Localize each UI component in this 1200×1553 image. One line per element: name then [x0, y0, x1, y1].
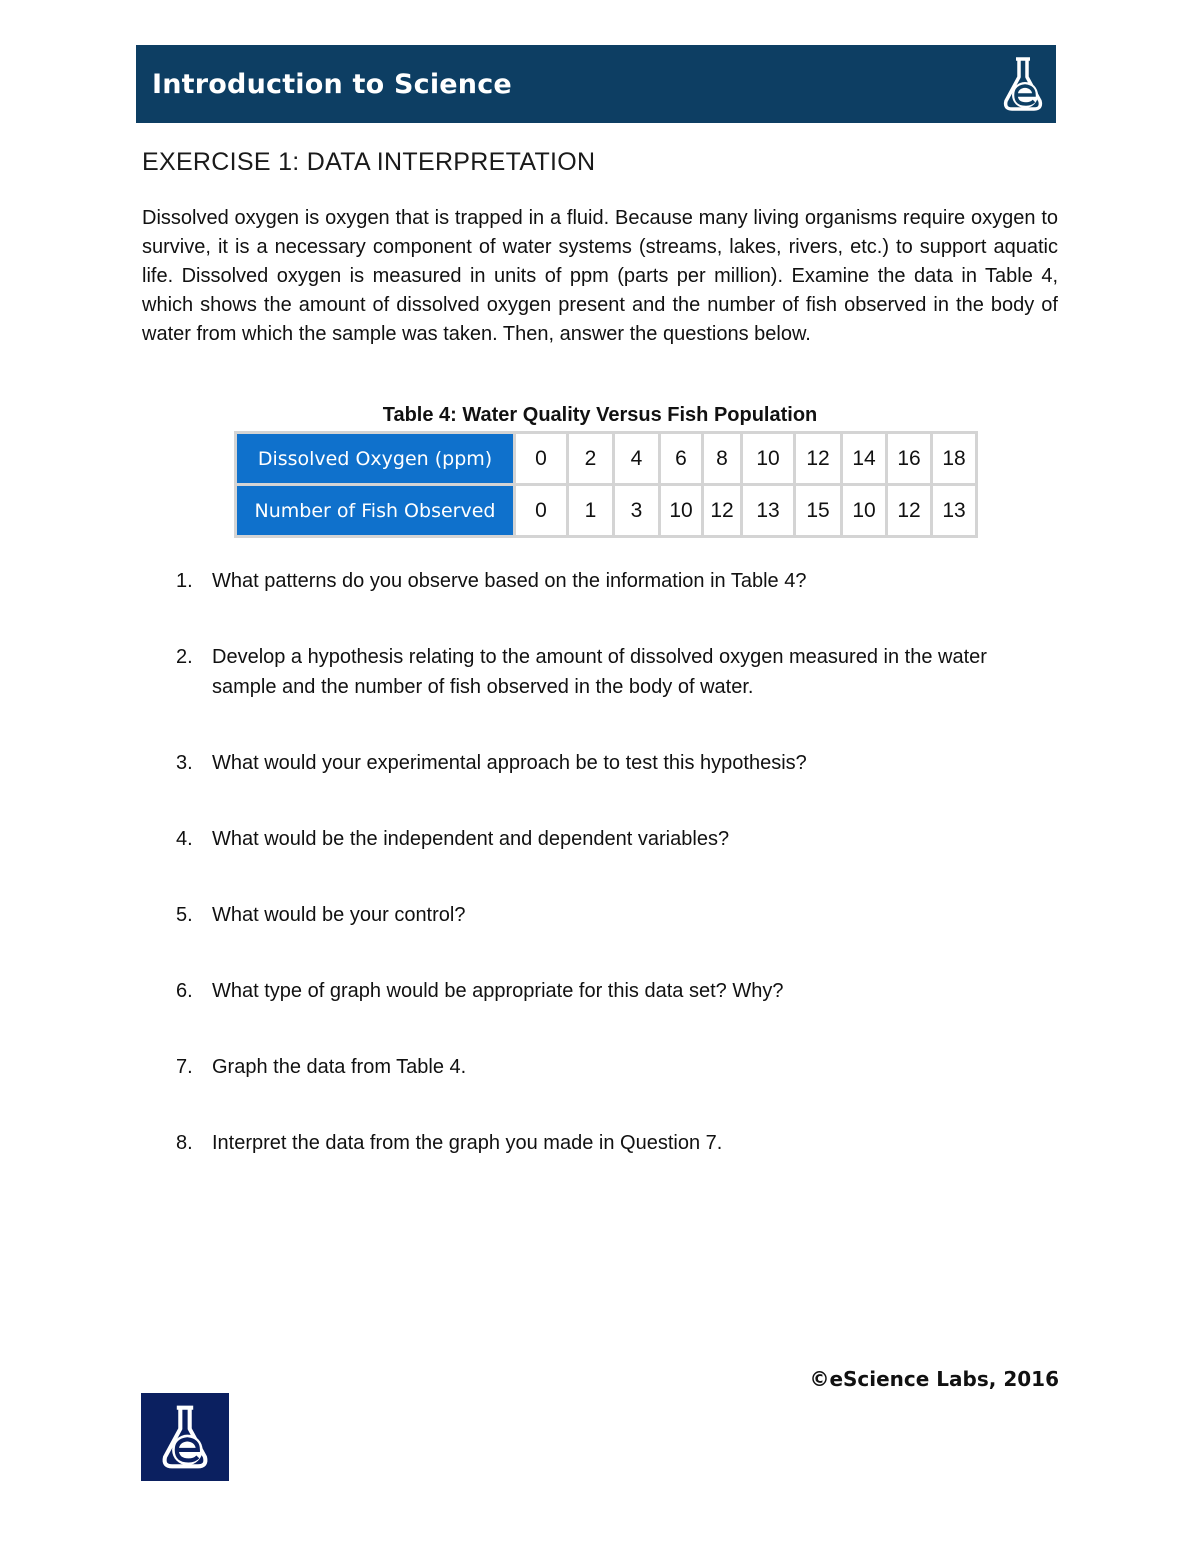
header-title: Introduction to Science [152, 69, 512, 100]
table-row [236, 433, 977, 485]
row-header-dissolved-oxygen: Dissolved Oxygen (ppm) [236, 433, 515, 485]
question-number: 2. [176, 646, 193, 668]
question-item [176, 1128, 1056, 1158]
header-bar [136, 45, 1056, 123]
question-list [176, 566, 1056, 1158]
question-text: What would be your control? [212, 904, 466, 926]
question-number: 4. [176, 828, 193, 850]
question-number: 1. [176, 570, 193, 592]
question-item [176, 1052, 1056, 1082]
question-item [176, 642, 1056, 702]
data-table [234, 431, 978, 538]
table-cell: 3 [614, 485, 660, 537]
escience-flask-logo-icon [1000, 55, 1046, 113]
table-cell: 15 [795, 485, 842, 537]
escience-flask-logo-icon [155, 1403, 215, 1471]
copyright-text: ©eScience Labs, 2016 [809, 1367, 1059, 1391]
table-cell: 6 [660, 433, 703, 485]
question-text: What would your experimental approach be to test this hypothesis? [212, 752, 807, 774]
table-cell: 0 [515, 485, 568, 537]
question-text: What type of graph would be appropriate for this data set? Why? [212, 980, 784, 1002]
question-item [176, 566, 1056, 596]
table-cell: 18 [932, 433, 977, 485]
question-text: What would be the independent and dependent variables? [212, 828, 730, 850]
question-number: 7. [176, 1056, 193, 1078]
question-item [176, 748, 1056, 778]
table-cell: 12 [795, 433, 842, 485]
question-number: 5. [176, 904, 193, 926]
table-cell: 1 [568, 485, 614, 537]
table-cell: 10 [742, 433, 795, 485]
question-text: Develop a hypothesis relating to the amount of dissolved oxygen measured in the water sample and the number of fish observed in the body of water. [212, 646, 987, 698]
footer-logo [141, 1393, 229, 1481]
table-cell: 13 [742, 485, 795, 537]
table-cell: 12 [703, 485, 742, 537]
table-cell: 8 [703, 433, 742, 485]
table-cell: 2 [568, 433, 614, 485]
table-cell: 0 [515, 433, 568, 485]
question-text: Graph the data from Table 4. [212, 1056, 467, 1078]
question-number: 8. [176, 1132, 193, 1154]
table-row [236, 485, 977, 537]
row-header-fish-observed: Number of Fish Observed [236, 485, 515, 537]
question-text: Interpret the data from the graph you made in Question 7. [212, 1132, 723, 1154]
table-caption: Table 4: Water Quality Versus Fish Population [382, 404, 818, 426]
intro-paragraph: Dissolved oxygen is oxygen that is trapped in a fluid. Because many living organisms require oxygen to survive, it is a necessary component of water systems (streams, lakes, rivers, etc.) to support aquatic life. Dissolved oxygen is measured in units of ppm (parts per million). Examine the data in Table 4, which shows the amount of dissolved oxygen present and the number of fish observed in the body of water from which the sample was taken. Then, answer the questions below. [142, 207, 1058, 345]
table-cell: 10 [842, 485, 887, 537]
exercise-title: EXERCISE 1: DATA INTERPRETATION [142, 148, 596, 176]
table-cell: 10 [660, 485, 703, 537]
question-item [176, 824, 1056, 854]
table-cell: 16 [887, 433, 932, 485]
table-cell: 12 [887, 485, 932, 537]
question-number: 3. [176, 752, 193, 774]
question-item [176, 900, 1056, 930]
question-text: What patterns do you observe based on the information in Table 4? [212, 570, 807, 592]
table-cell: 13 [932, 485, 977, 537]
table-cell: 4 [614, 433, 660, 485]
question-number: 6. [176, 980, 193, 1002]
table-cell: 14 [842, 433, 887, 485]
question-item [176, 976, 1056, 1006]
